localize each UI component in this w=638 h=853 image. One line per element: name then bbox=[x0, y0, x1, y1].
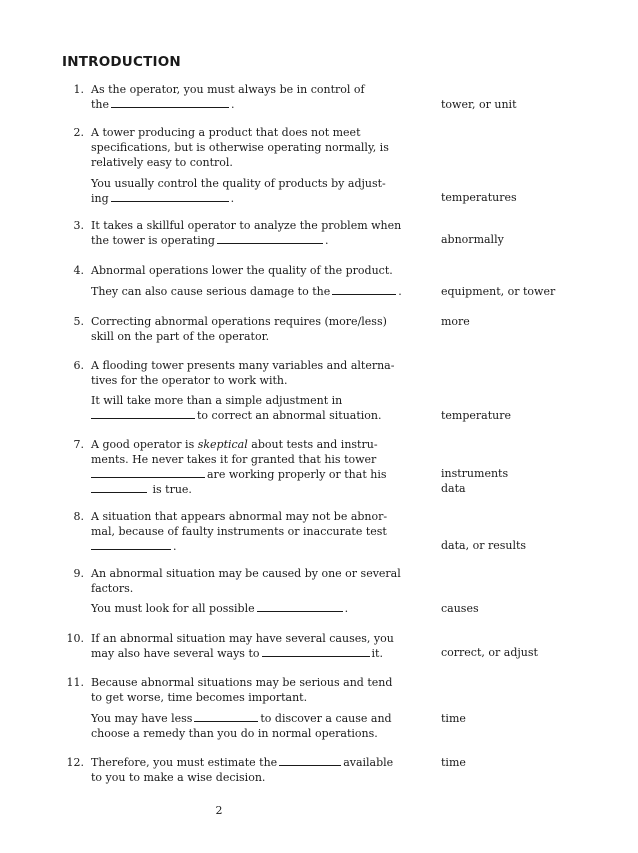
question-number: 11. bbox=[66, 676, 84, 689]
question-text: to you to make a wise decision. bbox=[91, 771, 266, 784]
answer-text: time bbox=[441, 756, 466, 769]
question-text: You must look for all possible . bbox=[91, 602, 349, 615]
answer-text: correct, or adjust bbox=[441, 646, 538, 659]
question-text: factors. bbox=[91, 582, 134, 595]
question-text: . bbox=[91, 539, 177, 554]
answer-blank[interactable] bbox=[91, 482, 147, 493]
question-number: 7. bbox=[73, 438, 84, 451]
answer-blank[interactable] bbox=[111, 191, 229, 202]
question-text: It takes a skillful operator to analyze the problem when bbox=[91, 219, 402, 232]
question-text: mal, because of faulty instruments or inaccurate test bbox=[91, 525, 387, 538]
page-number: 2 bbox=[215, 804, 223, 817]
question-number: 3. bbox=[73, 219, 84, 232]
answer-blank[interactable] bbox=[91, 467, 205, 478]
question-number: 4. bbox=[73, 264, 84, 277]
answer-text: instruments bbox=[441, 467, 509, 480]
question-text: An abnormal situation may be caused by one or several bbox=[91, 567, 401, 580]
question-text: to get worse, time becomes important. bbox=[91, 691, 308, 704]
answer-blank[interactable] bbox=[257, 601, 343, 612]
answer-text: equipment, or tower bbox=[441, 285, 556, 298]
answer-text: more bbox=[441, 315, 470, 328]
question-text: Abnormal operations lower the quality of the product. bbox=[91, 264, 393, 277]
section-heading: INTRODUCTION bbox=[62, 54, 181, 70]
question-number: 12. bbox=[66, 756, 84, 769]
question-text: As the operator, you must always be in control of bbox=[91, 83, 365, 96]
question-text: the . bbox=[91, 98, 235, 111]
question-text: You usually control the quality of products by adjust- bbox=[91, 177, 386, 190]
question-text: Therefore, you must estimate the available bbox=[91, 756, 394, 769]
answer-text: time bbox=[441, 712, 466, 725]
question-text: relatively easy to control. bbox=[91, 156, 233, 169]
answer-text: temperatures bbox=[441, 191, 517, 204]
question-text: A tower producing a product that does not meet bbox=[91, 126, 361, 139]
question-number: 2. bbox=[73, 126, 84, 139]
answer-text: temperature bbox=[441, 409, 512, 422]
answer-blank[interactable] bbox=[91, 539, 171, 550]
question-number: 6. bbox=[73, 359, 84, 372]
answer-blank[interactable] bbox=[262, 646, 370, 657]
question-text: They can also cause serious damage to the . bbox=[91, 285, 402, 298]
answer-blank[interactable] bbox=[217, 233, 323, 244]
answer-blank[interactable] bbox=[279, 755, 341, 766]
question-text: You may have less to discover a cause and bbox=[91, 712, 392, 725]
answer-text: abnormally bbox=[441, 233, 504, 246]
answer-text: causes bbox=[441, 602, 479, 615]
question-number: 8. bbox=[73, 510, 84, 523]
question-text: ing . bbox=[91, 192, 235, 205]
question-text: If an abnormal situation may have several causes, you bbox=[91, 632, 394, 645]
question-text: the tower is operating . bbox=[91, 234, 329, 247]
question-text: A flooding tower presents many variables and alterna- bbox=[91, 359, 395, 372]
answer-blank[interactable] bbox=[194, 711, 258, 722]
question-number: 10. bbox=[66, 632, 84, 645]
question-text: Because abnormal situations may be serious and tend bbox=[91, 676, 393, 689]
question-text: to correct an abnormal situation. bbox=[91, 408, 382, 423]
answer-blank[interactable] bbox=[91, 408, 195, 419]
question-text: ments. He never takes it for granted that his tower bbox=[91, 453, 377, 466]
answer-text: data, or results bbox=[441, 539, 527, 552]
question-text: A good operator is skeptical about tests and instru- bbox=[91, 438, 378, 451]
answer-text: tower, or unit bbox=[441, 98, 517, 111]
question-text: may also have several ways to it. bbox=[91, 647, 383, 660]
question-text: skill on the part of the operator. bbox=[91, 330, 270, 343]
question-text: Correcting abnormal operations requires (more/less) bbox=[91, 315, 387, 328]
question-text: specifications, but is otherwise operating normally, is bbox=[91, 141, 389, 154]
question-text: are working properly or that his bbox=[91, 467, 387, 482]
question-number: 5. bbox=[73, 315, 84, 328]
question-text: tives for the operator to work with. bbox=[91, 374, 288, 387]
question-text: A situation that appears abnormal may not be abnor- bbox=[91, 510, 388, 523]
question-number: 1. bbox=[73, 83, 84, 96]
question-number: 9. bbox=[73, 567, 84, 580]
answer-blank[interactable] bbox=[332, 284, 396, 295]
answer-blank[interactable] bbox=[111, 97, 229, 108]
question-text: choose a remedy than you do in normal operations. bbox=[91, 727, 378, 740]
question-text: is true. bbox=[91, 482, 192, 497]
answer-text: data bbox=[441, 482, 466, 495]
question-text: It will take more than a simple adjustment in bbox=[91, 394, 343, 407]
